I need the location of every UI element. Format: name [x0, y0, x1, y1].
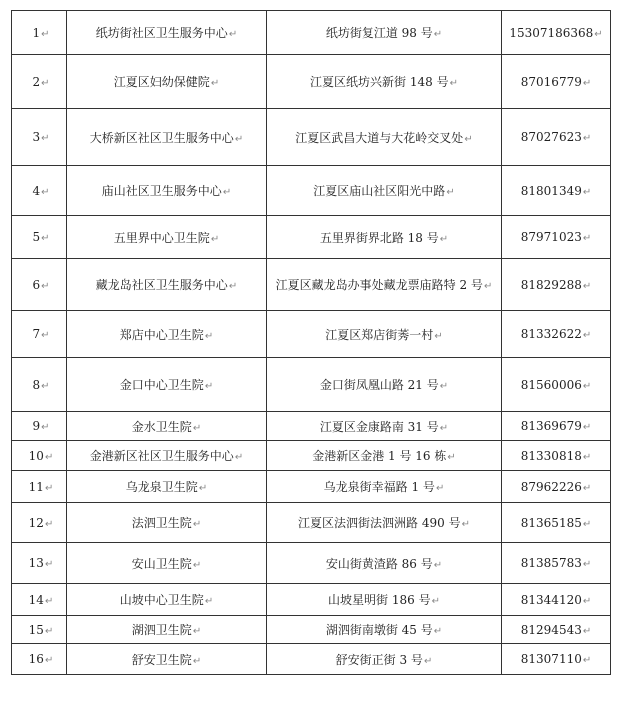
row-number-cell — [12, 358, 67, 412]
paragraph-mark-icon: ↵ — [192, 422, 202, 434]
row-number-cell — [12, 543, 67, 584]
paragraph-mark-icon: ↵ — [582, 233, 592, 244]
paragraph-mark-icon: ↵ — [582, 280, 592, 292]
paragraph-mark-icon: ↵ — [439, 233, 449, 245]
institution-name: 江夏区妇幼保健院 — [113, 75, 210, 89]
paragraph-mark-icon: ↵ — [582, 133, 592, 144]
institution-address: 山坡星明街 186 号 — [328, 593, 431, 607]
institution-address: 江夏区金康路南 31 号 — [319, 419, 439, 434]
institution-address-cell — [267, 543, 502, 584]
row-number: 15 — [28, 622, 44, 637]
institution-address-cell — [267, 166, 502, 216]
paragraph-mark-icon: ↵ — [582, 655, 592, 666]
institution-address: 江夏区法泗街法泗洲路 490 号 — [298, 516, 461, 530]
institution-name-cell — [67, 441, 267, 471]
table-row — [12, 358, 611, 412]
phone-number-cell — [502, 311, 611, 358]
paragraph-mark-icon: ↵ — [44, 451, 54, 463]
phone-number-cell — [502, 166, 611, 216]
institution-name: 纸坊街社区卫生服务中心 — [95, 26, 228, 40]
paragraph-mark-icon: ↵ — [192, 626, 202, 637]
phone-number: 87962226 — [520, 479, 582, 494]
phone-number: 81330818 — [520, 448, 582, 463]
institution-name: 金港新区社区卫生服务中心 — [89, 449, 234, 463]
table-row — [12, 259, 611, 311]
institution-name-cell — [67, 412, 267, 441]
paragraph-mark-icon: ↵ — [41, 330, 50, 341]
row-number-cell — [12, 584, 67, 616]
phone-number: 81344120 — [520, 592, 582, 607]
paragraph-mark-icon: ↵ — [44, 595, 54, 607]
phone-number-cell — [502, 644, 611, 675]
institution-address-cell — [267, 358, 502, 412]
institution-name-cell — [67, 55, 267, 109]
paragraph-mark-icon: ↵ — [192, 655, 202, 667]
row-number: 8 — [32, 377, 41, 392]
institution-address-cell — [267, 109, 502, 166]
paragraph-mark-icon: ↵ — [431, 596, 440, 607]
paragraph-mark-icon: ↵ — [582, 518, 592, 530]
table-row — [12, 441, 611, 471]
row-number: 11 — [28, 479, 44, 494]
row-number: 3 — [32, 130, 41, 144]
institution-name: 湖泗卫生院 — [131, 623, 192, 637]
institution-name: 庙山社区卫生服务中心 — [101, 184, 222, 198]
row-number-cell — [12, 216, 67, 259]
phone-number-cell — [502, 55, 611, 109]
paragraph-mark-icon: ↵ — [44, 559, 54, 570]
row-number: 16 — [28, 652, 44, 666]
paragraph-mark-icon: ↵ — [439, 422, 449, 434]
institution-address: 江夏区纸坊兴新街 148 号 — [310, 75, 449, 89]
row-number-cell — [12, 644, 67, 675]
row-number-cell — [12, 259, 67, 311]
institution-name: 舒安卫生院 — [131, 652, 192, 667]
paragraph-mark-icon: ↵ — [228, 281, 238, 292]
table-row — [12, 543, 611, 584]
paragraph-mark-icon: ↵ — [210, 78, 220, 89]
row-number: 4 — [32, 183, 41, 198]
phone-number-cell — [502, 259, 611, 311]
paragraph-mark-icon: ↵ — [204, 596, 214, 607]
phone-number-cell — [502, 216, 611, 259]
phone-number-cell — [502, 412, 611, 441]
phone-number: 81560006 — [520, 377, 582, 392]
institution-address-cell — [267, 11, 502, 55]
row-number-cell — [12, 441, 67, 471]
phone-number-cell — [502, 358, 611, 412]
row-number: 7 — [32, 327, 41, 341]
paragraph-mark-icon: ↵ — [234, 452, 244, 463]
paragraph-mark-icon: ↵ — [433, 559, 443, 571]
institution-name-cell — [67, 584, 267, 616]
phone-number-cell — [502, 543, 611, 584]
paragraph-mark-icon: ↵ — [41, 422, 50, 433]
row-number-cell — [12, 471, 67, 503]
paragraph-mark-icon: ↵ — [434, 330, 443, 342]
row-number: 2 — [32, 74, 41, 89]
institution-name: 大桥新区社区卫生服务中心 — [89, 130, 234, 145]
institution-name-cell — [67, 311, 267, 358]
paragraph-mark-icon: ↵ — [192, 519, 202, 530]
paragraph-mark-icon: ↵ — [582, 77, 592, 89]
row-number: 14 — [28, 592, 44, 607]
table-row — [12, 216, 611, 259]
row-number-cell — [12, 166, 67, 216]
phone-number: 81365185 — [520, 515, 582, 530]
paragraph-mark-icon: ↵ — [582, 380, 592, 392]
phone-number: 15307186368 — [509, 25, 594, 40]
institution-name-cell — [67, 109, 267, 166]
institution-address: 金口街凤凰山路 21 号 — [319, 378, 439, 392]
institution-name-cell — [67, 503, 267, 543]
institution-name: 金口中心卫生院 — [119, 378, 204, 392]
phone-number: 87971023 — [520, 230, 582, 244]
paragraph-mark-icon: ↵ — [433, 626, 443, 637]
institution-name-cell — [67, 644, 267, 675]
paragraph-mark-icon: ↵ — [210, 233, 220, 245]
row-number: 6 — [32, 277, 41, 292]
table-row — [12, 109, 611, 166]
paragraph-mark-icon: ↵ — [41, 133, 50, 144]
row-number-cell — [12, 55, 67, 109]
phone-number: 81385783 — [520, 556, 582, 570]
paragraph-mark-icon: ↵ — [44, 655, 54, 666]
paragraph-mark-icon: ↵ — [582, 482, 592, 494]
paragraph-mark-icon: ↵ — [44, 518, 54, 530]
institution-address-cell — [267, 616, 502, 644]
institution-name: 法泗卫生院 — [131, 516, 192, 530]
paragraph-mark-icon: ↵ — [435, 483, 445, 494]
institution-name: 藏龙岛社区卫生服务中心 — [95, 278, 228, 292]
table-row — [12, 11, 611, 55]
paragraph-mark-icon: ↵ — [582, 330, 592, 341]
paragraph-mark-icon: ↵ — [41, 233, 50, 244]
row-number: 10 — [28, 448, 44, 463]
phone-number: 81801349 — [520, 183, 582, 198]
row-number: 13 — [28, 556, 44, 570]
row-number: 1 — [32, 25, 41, 40]
row-number-cell — [12, 109, 67, 166]
institution-address: 湖泗街南墩街 45 号 — [325, 623, 433, 637]
paragraph-mark-icon: ↵ — [594, 28, 603, 40]
table-row — [12, 412, 611, 441]
phone-number-cell — [502, 503, 611, 543]
paragraph-mark-icon: ↵ — [446, 187, 455, 198]
institution-name-cell — [67, 543, 267, 584]
paragraph-mark-icon: ↵ — [582, 451, 592, 463]
institution-address-cell — [267, 55, 502, 109]
phone-number: 81307110 — [520, 652, 582, 666]
paragraph-mark-icon: ↵ — [582, 422, 592, 433]
paragraph-mark-icon: ↵ — [483, 281, 493, 292]
row-number-cell — [12, 412, 67, 441]
institution-name-cell — [67, 216, 267, 259]
paragraph-mark-icon: ↵ — [198, 483, 208, 494]
institution-name-cell — [67, 166, 267, 216]
phone-number-cell — [502, 441, 611, 471]
paragraph-mark-icon: ↵ — [44, 625, 54, 637]
institution-name: 安山卫生院 — [131, 556, 192, 571]
phone-number-cell — [502, 584, 611, 616]
table-row — [12, 616, 611, 644]
institution-address-cell — [267, 216, 502, 259]
paragraph-mark-icon: ↵ — [204, 381, 214, 392]
institution-name: 五里界中心卫生院 — [113, 230, 210, 245]
paragraph-mark-icon: ↵ — [449, 78, 458, 89]
institution-address: 江夏区武昌大道与大花岭交叉处 — [295, 130, 464, 145]
institution-address: 乌龙泉街幸福路 1 号 — [323, 480, 435, 494]
paragraph-mark-icon: ↵ — [41, 186, 50, 198]
paragraph-mark-icon: ↵ — [41, 280, 50, 292]
row-number: 5 — [32, 230, 41, 244]
paragraph-mark-icon: ↵ — [222, 187, 232, 198]
paragraph-mark-icon: ↵ — [228, 29, 238, 40]
institution-address: 舒安街正街 3 号 — [335, 652, 423, 667]
row-number: 9 — [32, 419, 41, 433]
phone-number: 87016779 — [520, 74, 582, 89]
paragraph-mark-icon: ↵ — [582, 595, 592, 607]
table-row — [12, 166, 611, 216]
table-row — [12, 503, 611, 543]
institution-address-cell — [267, 503, 502, 543]
institution-address-cell — [267, 259, 502, 311]
table-body — [12, 11, 611, 675]
phone-number: 81294543 — [520, 622, 582, 637]
phone-number: 81332622 — [520, 327, 582, 341]
institution-address-cell — [267, 584, 502, 616]
phone-number-cell — [502, 616, 611, 644]
paragraph-mark-icon: ↵ — [41, 380, 50, 392]
paragraph-mark-icon: ↵ — [464, 133, 473, 145]
table-row — [12, 471, 611, 503]
health-center-table — [11, 10, 611, 675]
table-row — [12, 311, 611, 358]
phone-number-cell — [502, 471, 611, 503]
row-number-cell — [12, 503, 67, 543]
paragraph-mark-icon: ↵ — [192, 559, 202, 571]
institution-address-cell — [267, 412, 502, 441]
phone-number: 81369679 — [520, 419, 582, 433]
institution-name: 山坡中心卫生院 — [119, 593, 204, 607]
institution-address-cell — [267, 441, 502, 471]
paragraph-mark-icon: ↵ — [204, 330, 214, 342]
institution-address: 纸坊街复江道 98 号 — [325, 26, 433, 40]
institution-name: 金水卫生院 — [131, 419, 192, 434]
institution-name: 乌龙泉卫生院 — [125, 480, 198, 494]
institution-address: 五里界街界北路 18 号 — [319, 230, 439, 245]
institution-address: 江夏区郑店街莠一村 — [325, 327, 434, 342]
institution-name-cell — [67, 11, 267, 55]
institution-address-cell — [267, 471, 502, 503]
paragraph-mark-icon: ↵ — [461, 519, 470, 530]
institution-address-cell — [267, 644, 502, 675]
table-row — [12, 584, 611, 616]
institution-address: 江夏区藏龙岛办事处藏龙票庙路特 2 号 — [275, 278, 483, 292]
institution-name-cell — [67, 259, 267, 311]
institution-address: 安山街黄渣路 86 号 — [325, 556, 433, 571]
institution-name-cell — [67, 616, 267, 644]
phone-number: 81829288 — [520, 277, 582, 292]
phone-number-cell — [502, 11, 611, 55]
table-row — [12, 644, 611, 675]
paragraph-mark-icon: ↵ — [433, 29, 443, 40]
paragraph-mark-icon: ↵ — [44, 482, 54, 494]
paragraph-mark-icon: ↵ — [447, 452, 456, 463]
row-number-cell — [12, 11, 67, 55]
paragraph-mark-icon: ↵ — [41, 28, 50, 40]
institution-address-cell — [267, 311, 502, 358]
paragraph-mark-icon: ↵ — [582, 625, 592, 637]
paragraph-mark-icon: ↵ — [582, 186, 592, 198]
row-number-cell — [12, 616, 67, 644]
institution-address: 金港新区金港 1 号 16 栋 — [312, 449, 447, 463]
paragraph-mark-icon: ↵ — [41, 77, 50, 89]
institution-address: 江夏区庙山社区阳光中路 — [313, 184, 446, 198]
row-number-cell — [12, 311, 67, 358]
paragraph-mark-icon: ↵ — [439, 381, 449, 392]
paragraph-mark-icon: ↵ — [582, 559, 592, 570]
institution-name-cell — [67, 358, 267, 412]
paragraph-mark-icon: ↵ — [234, 133, 244, 145]
institution-name-cell — [67, 471, 267, 503]
paragraph-mark-icon: ↵ — [423, 655, 433, 667]
institution-name: 郑店中心卫生院 — [119, 327, 204, 342]
phone-number-cell — [502, 109, 611, 166]
table-row — [12, 55, 611, 109]
phone-number: 87027623 — [520, 130, 582, 144]
row-number: 12 — [28, 515, 44, 530]
